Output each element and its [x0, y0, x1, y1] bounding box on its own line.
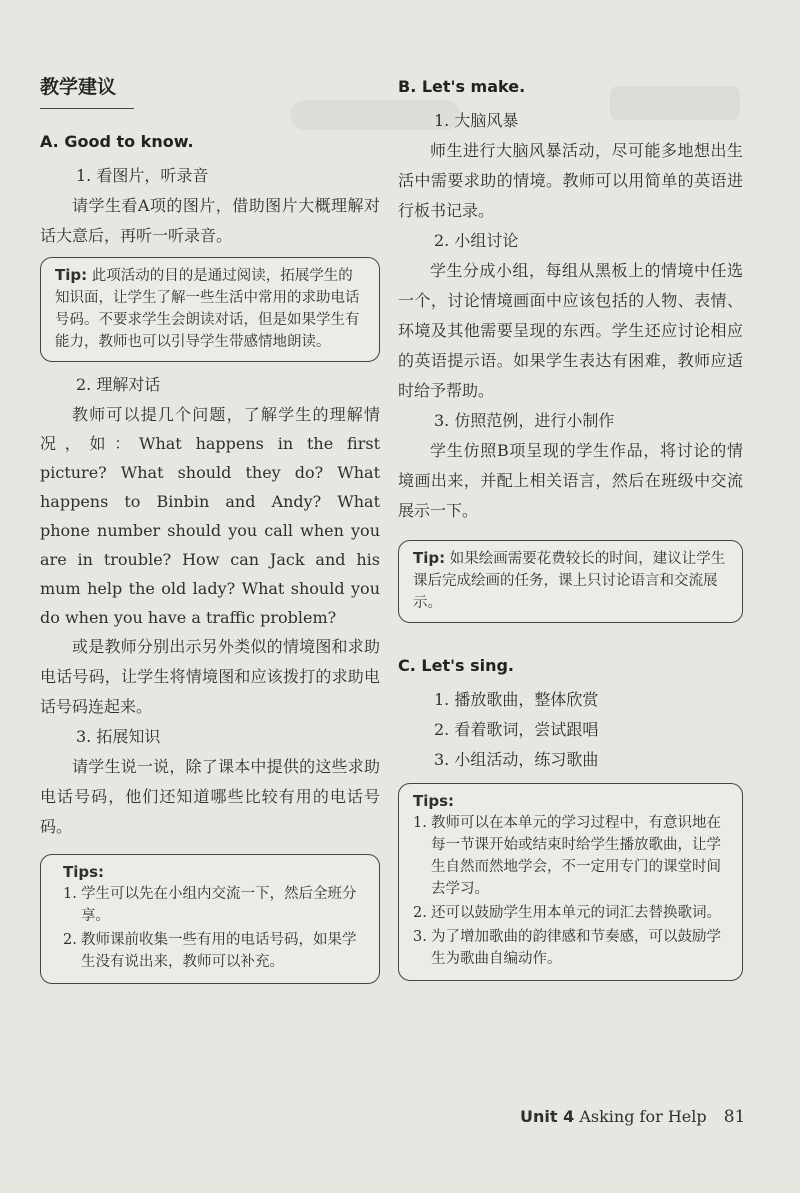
tip-text: 此项活动的目的是通过阅读，拓展学生的知识面，让学生了解一些生活中常用的求助电话号码。不要求学生会朗读对话，但是如果学生有能力，教师也可以引导学生带感情地朗读。 — [55, 268, 360, 350]
section-a-step3-text: 请学生说一说，除了课本中提供的这些求助电话号码，他们还知道哪些比较有用的电话号码。 — [40, 757, 380, 836]
tip-item-text: 教师课前收集一些有用的电话号码，如果学生没有说出来，教师可以补充。 — [81, 932, 357, 970]
section-a-heading: A. Good to know. — [40, 132, 194, 151]
section-c-tips-list — [413, 812, 728, 970]
tip-item — [413, 902, 728, 924]
tip-item-text: 为了增加歌曲的韵律感和节奏感，可以鼓励学生为歌曲自编动作。 — [431, 929, 721, 967]
section-c-step: 1. 播放歌曲，整体欣赏 — [434, 690, 599, 709]
tip-text: 如果绘画需要花费较长的时间，建议让学生课后完成绘画的任务，课上只讨论语言和交流展示。 — [413, 551, 726, 611]
tip-item — [413, 926, 728, 970]
section-b-step1-title: 1. 大脑风暴 — [434, 111, 519, 130]
page-footer — [520, 1107, 745, 1127]
section-a-tips-box — [40, 854, 380, 984]
tip-item — [63, 883, 365, 927]
section-a-tips-list — [63, 883, 365, 973]
section-a-step2-text: 教师可以提几个问题，了解学生的理解情况，如：What happens in the first picture? What should they do? What happens to Binbin and Andy? What phone number should you call when you are in trouble? How can Jack and his mum help the old lady? What should you do when you have a traffic problem? — [40, 405, 380, 627]
section-b-step2-title: 2. 小组讨论 — [434, 231, 519, 250]
left-column — [40, 72, 380, 992]
section-a-step2-text2: 或是教师分别出示另外类似的情境图和求助电话号码，让学生将情境图和应该拨打的求助电话号码连起来。 — [40, 637, 380, 716]
section-b-tip-box — [398, 540, 743, 623]
footer-unit-title: Asking for Help — [579, 1107, 707, 1126]
section-a-step3-title: 3. 拓展知识 — [76, 727, 161, 746]
tip-item — [63, 929, 365, 973]
section-b-step3-text: 学生仿照B项呈现的学生作品，将讨论的情境画出来，并配上相关语言，然后在班级中交流展示一下。 — [398, 441, 743, 520]
tip-item-text: 还可以鼓励学生用本单元的词汇去替换歌词。 — [431, 905, 721, 921]
section-b-heading: B. Let's make. — [398, 77, 526, 96]
section-b-step2-text: 学生分成小组，每组从黑板上的情境中任选一个，讨论情境画面中应该包括的人物、表情、环境及其他需要呈现的东西。学生还应讨论相应的英语提示语。如果学生表达有困难，教师应适时给予帮助。 — [398, 261, 743, 400]
tip-number: 2. — [413, 905, 427, 921]
section-c-step: 2. 看着歌词，尝试跟唱 — [434, 720, 599, 739]
tip-number: 1. — [413, 815, 427, 831]
tip-label: Tip: — [55, 266, 88, 284]
tip-number: 3. — [413, 929, 427, 945]
footer-unit: Unit 4 — [520, 1107, 575, 1126]
section-c-step: 3. 小组活动，练习歌曲 — [434, 750, 599, 769]
tips-label: Tips: — [63, 863, 105, 881]
section-c-heading: C. Let's sing. — [398, 656, 515, 675]
section-a-step1-text: 请学生看A项的图片，借助图片大概理解对话大意后，再听一听录音。 — [40, 196, 380, 245]
tips-label: Tips: — [413, 792, 455, 810]
tip-label: Tip: — [413, 549, 446, 567]
section-a-step2-title: 2. 理解对话 — [76, 375, 161, 394]
section-b-step3-title: 3. 仿照范例，进行小制作 — [434, 411, 615, 430]
section-a-step1-title: 1. 看图片，听录音 — [76, 166, 209, 185]
section-b-step1-text: 师生进行大脑风暴活动，尽可能多地想出生活中需要求助的情境。教师可以用简单的英语进行板书记录。 — [398, 141, 743, 220]
tip-item — [413, 812, 728, 900]
page-number: 81 — [723, 1107, 746, 1127]
section-a-tip-box — [40, 257, 380, 362]
right-column — [398, 72, 743, 989]
tip-number: 1. — [63, 886, 77, 902]
tip-item-text: 学生可以先在小组内交流一下，然后全班分享。 — [81, 886, 357, 924]
tip-number: 2. — [63, 932, 77, 948]
page-title: 教学建议 — [40, 72, 134, 109]
tip-item-text: 教师可以在本单元的学习过程中，有意识地在每一节课开始或结束时给学生播放歌曲，让学生自然而然地学会，不一定用专门的课堂时间去学习。 — [431, 815, 721, 897]
section-c-tips-box — [398, 783, 743, 981]
